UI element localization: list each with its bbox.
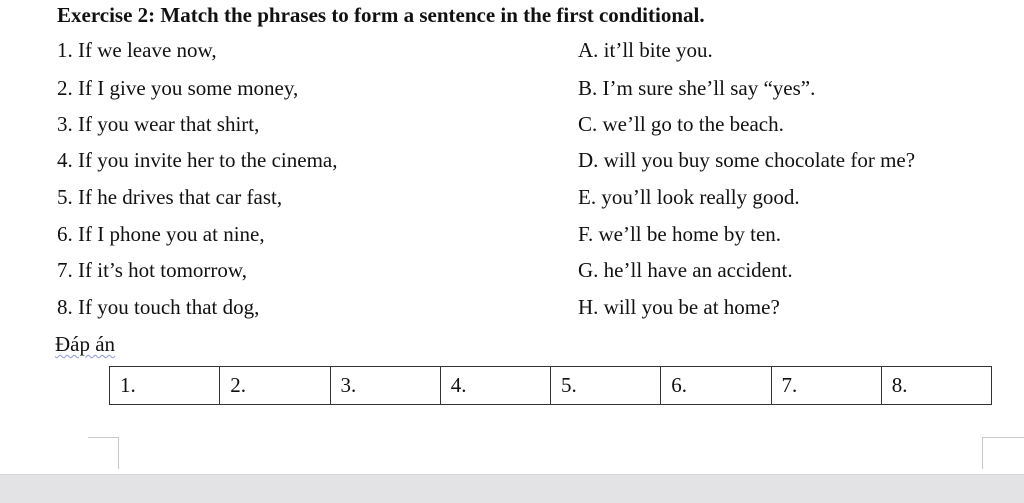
phrase-right-g: G. he’ll have an accident. <box>578 258 793 282</box>
phrase-right-f: F. we’ll be home by ten. <box>578 222 782 246</box>
margin-corner-mark-left <box>88 437 119 469</box>
phrase-left-2: 2. If I give you some money, <box>57 76 299 100</box>
phrase-left-3: 3. If you wear that shirt, <box>57 112 260 136</box>
phrase-left-6: 6. If I phone you at nine, <box>57 222 265 246</box>
phrase-left-8: 8. If you touch that dog, <box>57 295 260 319</box>
answer-row <box>110 367 992 405</box>
page-gap-bar <box>0 474 1024 503</box>
phrase-right-a: A. it’ll bite you. <box>578 38 713 62</box>
phrase-right-e: E. you’ll look really good. <box>578 185 800 209</box>
answer-cell-6[interactable]: 6. <box>661 367 771 405</box>
answer-table <box>109 366 992 405</box>
answer-cell-4[interactable]: 4. <box>440 367 550 405</box>
phrase-right-h: H. will you be at home? <box>578 295 780 319</box>
answer-cell-8[interactable]: 8. <box>881 367 991 405</box>
phrase-left-1: 1. If we leave now, <box>57 38 217 62</box>
answer-cell-1[interactable]: 1. <box>110 367 220 405</box>
answer-label: Đáp án <box>55 332 116 356</box>
phrase-left-4: 4. If you invite her to the cinema, <box>57 148 338 172</box>
answer-cell-3[interactable]: 3. <box>330 367 440 405</box>
phrase-left-7: 7. If it’s hot tomorrow, <box>57 258 247 282</box>
phrase-right-b: B. I’m sure she’ll say “yes”. <box>578 76 816 100</box>
phrase-left-5: 5. If he drives that car fast, <box>57 185 283 209</box>
answer-cell-2[interactable]: 2. <box>220 367 330 405</box>
answer-cell-7[interactable]: 7. <box>771 367 881 405</box>
answer-cell-5[interactable]: 5. <box>551 367 661 405</box>
phrase-right-d: D. will you buy some chocolate for me? <box>578 148 916 172</box>
exercise-title: Exercise 2: Match the phrases to form a sentence in the first conditional. <box>57 3 705 27</box>
phrase-right-c: C. we’ll go to the beach. <box>578 112 784 136</box>
margin-corner-mark-right <box>982 437 1024 469</box>
